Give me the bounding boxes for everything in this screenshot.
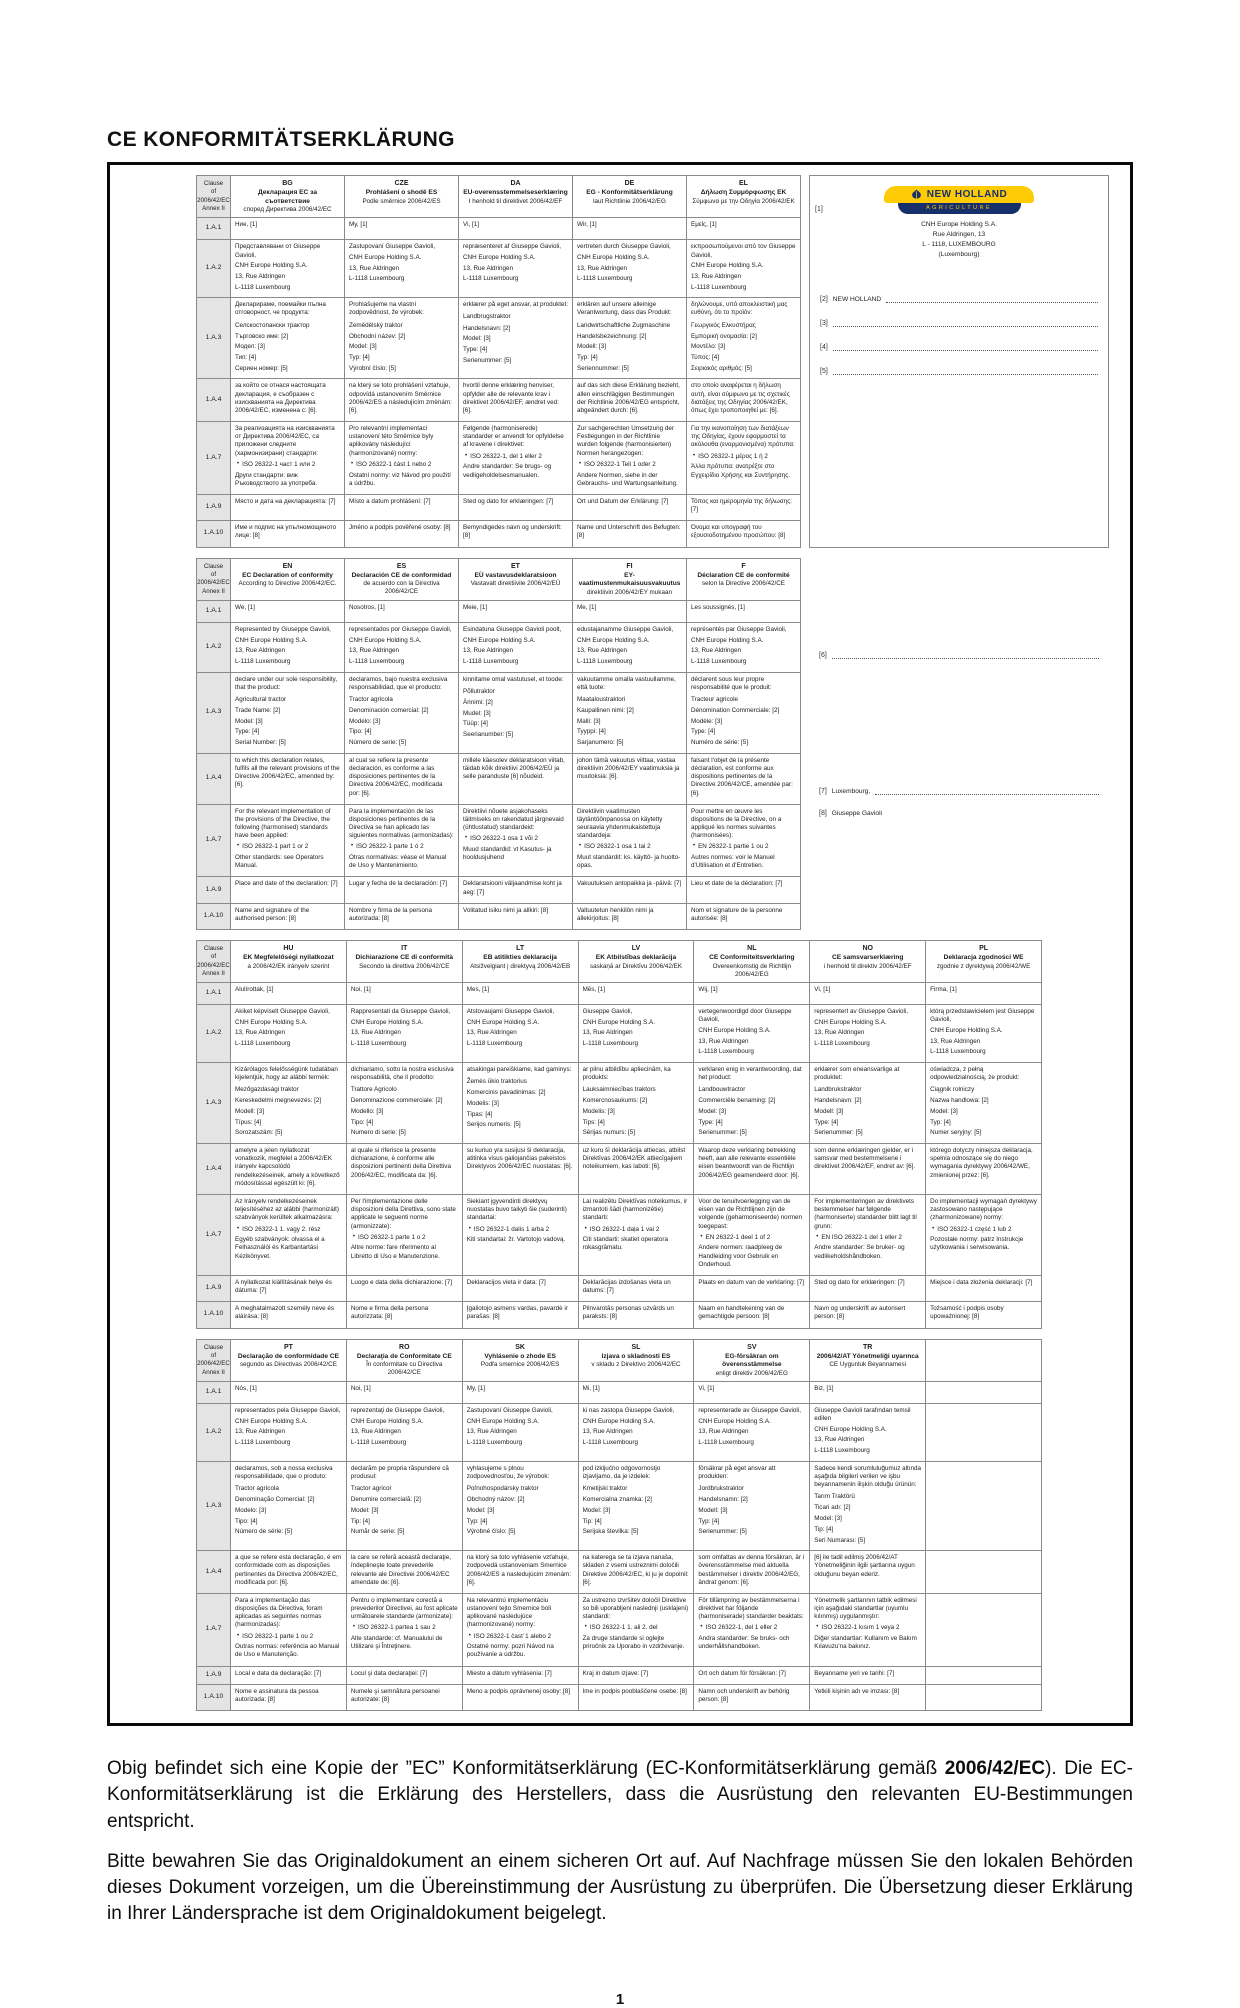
clause-label: 1.A.9 bbox=[196, 1666, 230, 1684]
PL-a3-cell: oświadcza, z pełną odpowiedzialnością, że produkt: Ciągnik rolniczy Nazwa handlowa: [2] Model: [3] Typ: [4] Numer seryjny: [5] bbox=[925, 1062, 1041, 1143]
LT-a1-cell: Mes, [1] bbox=[462, 982, 578, 1004]
column-header-TR: TR 2006/42/AT Yönetmeliği uyarınca CE Uygunluk Beyannamesi bbox=[809, 1339, 925, 1381]
ET-a2-cell: Esindatuna Giuseppe Gavioli poolt, CNH Europe Holding S.A. 13, Rue Aldringen L-1118 Luxembourg bbox=[458, 622, 572, 672]
RO-a1-cell: Noi, [1] bbox=[346, 1381, 462, 1403]
HU-a3-cell: Kizárólagos felelősségünk tudatában kijelentjük, hogy az alábbi termék: Mezőgazdasági traktor Kereskedelmi megnevezés: [2] Modell: [3] Típus: [4] Sorozatszám: [5] bbox=[230, 1062, 346, 1143]
clause-label: 1.A.7 bbox=[196, 1593, 230, 1666]
column-header-RO: RO Declaraţia de Conformitate CE În conformitate cu Directiva 2006/42/CE bbox=[346, 1339, 462, 1381]
NL-a2-cell: vertegenwoordigd door Giuseppe Gavioli, CNH Europe Holding S.A. 13, Rue Aldringen L-1118 Luxembourg bbox=[693, 1004, 809, 1062]
clause-label: 1.A.2 bbox=[196, 622, 230, 672]
PT-a7-cell: Para a implementação das disposições da Directiva, foram aplicadas as seguintes normas (harmonizadas): • ISO 26322-1 parte 1 ou 2 Outras normas: referência ao Manual de Uso e Manutenção. bbox=[230, 1593, 346, 1666]
clause-label: 1.A.4 bbox=[196, 1550, 230, 1593]
F-a10-cell: Nom et signature de la personne autorisée: [8] bbox=[686, 903, 800, 929]
TR-a10-cell: Yetkili kişinin adı ve imzası: [8] bbox=[809, 1684, 925, 1710]
document-page bbox=[0, 128, 1240, 2008]
clause-label: 1.A.3 bbox=[196, 1062, 230, 1143]
F-a2-cell: représentés par Giuseppe Gavioli, CNH Europe Holding S.A. 13, Rue Aldringen L-1118 Luxembourg bbox=[686, 622, 800, 672]
blank-cell bbox=[925, 1666, 1041, 1684]
LV-a1-cell: Mēs, [1] bbox=[578, 982, 694, 1004]
standard-bullet: • ISO 26322-1 dalis 1 arba 2 bbox=[468, 1225, 550, 1233]
IT-a7-cell: Per l'implementazione delle disposizioni della Direttiva, sono state applicate le seguenti norme (armonizzate): • ISO 26322-1 parte 1 o 2 Altre norme: fare riferimento al Libretto di Uso e Manutenzione. bbox=[346, 1194, 462, 1275]
BG-a4-cell: за който се отнася настоящата декларация, е съобразен с изискванията на Директива 2006/42/ЕС, изменена с: [6]. bbox=[230, 378, 344, 421]
HU-a2-cell: Akiket képviselt Giuseppe Gavioli, CNH Europe Holding S.A. 13, Rue Aldringen L-1118 Luxembourg bbox=[230, 1004, 346, 1062]
NL-a7-cell: Voor de tenuitvoerlegging van de eisen van de Richtlijnen zijn de volgende (geharmoniseerde) normen toegepast: • EN 26322-1 deel 1 of 2 Andere normen: raadpleeg de Handleiding voor Gebruik en Onderhoud. bbox=[693, 1194, 809, 1275]
EL-a9-cell: Τόπος και ημερομηνία της δήλωσης: [7] bbox=[686, 494, 800, 520]
SV-a3-cell: försäkrar på eget ansvar att produkten: Jordbrukstraktor Handelsnamn: [2] Modell: [3] Typ: [4] Serienummer: [5] bbox=[693, 1461, 809, 1550]
TR-a7-cell: Yönetmelik şartlarının tatbik edilmesi için aşağıdaki standartlar (uyumlu kılınmış) uygulanmıştır: • ISO 26322-1 kısım 1 veya 2 Diğer standartlar: Kullanım ve Bakım Kılavuzu'na bakınız. bbox=[809, 1593, 925, 1666]
leaf-icon bbox=[911, 189, 922, 200]
dotted-line bbox=[886, 294, 1098, 303]
annex-panel-1 bbox=[809, 175, 1109, 548]
column-header-EL: EL Δήλωση Συμμόρφωσης ΕΚ Σύμφωνα με την Οδηγία 2006/42/ΕΚ bbox=[686, 175, 800, 217]
clause-label: 1.A.7 bbox=[196, 1194, 230, 1275]
DA-a9-cell: Sted og dato for erklæringen: [7] bbox=[458, 494, 572, 520]
IT-a10-cell: Nome e firma della persona autorizzata: [8] bbox=[346, 1301, 462, 1327]
IT-a2-cell: Rappresentati da Giuseppe Gavioli, CNH Europe Holding S.A. 13, Rue Aldringen L-1118 Luxembourg bbox=[346, 1004, 462, 1062]
clause-label: 1.A.3 bbox=[196, 297, 230, 378]
NL-a4-cell: Waarop deze verklaring betrekking heeft, aan alle relevante essentiële eisen beantwoordt van de Richtlijn 2006/42/EG geamendeerd door: [6]. bbox=[693, 1143, 809, 1194]
language-grid-2 bbox=[196, 558, 801, 931]
HU-a9-cell: A nyilatkozat kiállításának helye és dátuma: [7] bbox=[230, 1275, 346, 1301]
ET-a7-cell: Direktiivi nõuete asjakohaseks täitmiseks on rakendatud järgnevaid (ühtlustatud) standardeid: • ISO 26322-1 osa 1 või 2 Muud standardid: vt Kasutus- ja hooldusjuhend bbox=[458, 804, 572, 877]
SL-a1-cell: Mi, [1] bbox=[578, 1381, 694, 1403]
clause-label: 1.A.10 bbox=[196, 903, 230, 929]
PL-a4-cell: którego dotyczy niniejsza deklaracja, spełnia odnoszące się do niego wymagania dyrektywy 2006/42/WE, zmienionej przez: [6]. bbox=[925, 1143, 1041, 1194]
clause-label: 1.A.3 bbox=[196, 672, 230, 753]
SL-a4-cell: na katerega se ta izjava nanaša, skladen z vsemi ustreznimi določili Direktive 2006/42/EC, ki ju je dopolnil: [6]. bbox=[578, 1550, 694, 1593]
column-header-CZE: CZE Prohlášení o shodě ES Podle směrnice 2006/42/ES bbox=[344, 175, 458, 217]
SK-a2-cell: Zastupovaní Giuseppe Gavioli, CNH Europe Holding S.A. 13, Rue Aldringen L-1118 Luxembourg bbox=[462, 1403, 578, 1461]
LT-a10-cell: Įgaliotojo asmens vardas, pavardė ir parašas: [8] bbox=[462, 1301, 578, 1327]
FI-a2-cell: edustajanamme Giuseppe Gavioli, CNH Europe Holding S.A. 13, Rue Aldringen L-1118 Luxembourg bbox=[572, 622, 686, 672]
NO-a4-cell: som denne erklæringen gjelder, er i samsvar med bestemmelsene i direktivet 2006/42/EF, endret av: [6]. bbox=[809, 1143, 925, 1194]
LT-a3-cell: atsakingai pareiškiame, kad gaminys: Žemės ūkio traktorius Komercinis pavadinimas: [2] Modelis: [3] Tipas: [4] Serijos numeris: [5] bbox=[462, 1062, 578, 1143]
clause-label: 1.A.9 bbox=[196, 494, 230, 520]
language-grid-3 bbox=[196, 940, 1042, 1328]
field-place-date: [7] Luxembourg, bbox=[819, 786, 1099, 795]
EN-a2-cell: Represented by Giuseppe Gavioli, CNH Europe Holding S.A. 13, Rue Aldringen L-1118 Luxembourg bbox=[230, 622, 344, 672]
ET-a4-cell: millele käesolev deklaratsioon viitab, täidab kõik direktiivi 2006/42/EÜ ja selle paranduste [6] nõudeid. bbox=[458, 753, 572, 804]
EN-a9-cell: Place and date of the declaration: [7] bbox=[230, 876, 344, 902]
dotted-line bbox=[832, 650, 1099, 659]
clause-column-header: Clause of 2006/42/EC Annex II bbox=[196, 1339, 230, 1381]
explanation-text bbox=[107, 1756, 1133, 1927]
F-a1-cell: Les soussignés, [1] bbox=[686, 600, 800, 622]
SK-a10-cell: Meno a podpis oprávnenej osoby: [8] bbox=[462, 1684, 578, 1710]
column-header-ES: ES Declaración CE de conformidad de acuerdo con la Directiva 2006/42/CE bbox=[344, 558, 458, 600]
standard-bullet: • ISO 26322-1 parte 1 o 2 bbox=[352, 1233, 426, 1241]
FI-a3-cell: vakuutamme omalla vastuullamme, että tuote: Maataloustraktori Kaupallinen nimi: [2] Malli: [3] Tyyppi: [4] Sarjanumero: [5] bbox=[572, 672, 686, 753]
language-grid-4 bbox=[196, 1339, 1042, 1712]
CZE-a3-cell: Prohlašujeme na vlastní zodpovědnost, že výrobek: Zemědělský traktor Obchodní název: [2] Model: [3] Typ: [4] Výrobní číslo: [5] bbox=[344, 297, 458, 378]
clause-label: 1.A.10 bbox=[196, 1301, 230, 1327]
DA-a3-cell: erklærer på eget ansvar, at produktet: Landbrugstraktor Handelsnavn: [2] Model: [3] Type: [4] Serienummer: [5] bbox=[458, 297, 572, 378]
ET-a1-cell: Meie, [1] bbox=[458, 600, 572, 622]
brand-wordmark: NEW HOLLAND bbox=[884, 186, 1034, 203]
DE-a3-cell: erklären auf unsere alleinige Verantwortung, dass das Produkt: Landwirtschaftliche Zugmaschine Handelsbezeichnung: [2] Modell: [3] Typ: [4] Seriennummer: [5] bbox=[572, 297, 686, 378]
column-header-HU: HU EK Megfelelőségi nyilatkozat a 2006/42/EK irányelv szerint bbox=[230, 940, 346, 982]
EL-a4-cell: στο οποίο αναφέρεται η δήλωση αυτή, είναι σύμφωνο με τις σχετικές διατάξεις της Οδηγίας 2006/42/ΕΚ, όπως έχει τροποποιηθεί με: [6]. bbox=[686, 378, 800, 421]
column-header-EN: EN EC Declaration of conformity According to Directive 2006/42/EC. bbox=[230, 558, 344, 600]
ES-a7-cell: Para la implementación de las disposiciones pertinentes de la Directiva se han aplicado las siguientes normativas (armonizadas): • ISO 26322-1 parte 1 ó 2 Otras normativas: véase el Manual de Uso y Mantenimiento. bbox=[344, 804, 458, 877]
standard-bullet: • ISO 26322-1 partea 1 sau 2 bbox=[352, 1624, 436, 1632]
clause-label: 1.A.1 bbox=[196, 982, 230, 1004]
table-group-4 bbox=[196, 1339, 1122, 1712]
standard-bullet: • ISO 26322-1 kısım 1 veya 2 bbox=[816, 1624, 900, 1632]
ES-a10-cell: Nombre y firma de la persona autorizada: [8] bbox=[344, 903, 458, 929]
panel-spacer bbox=[819, 659, 1099, 771]
clause-label: 1.A.1 bbox=[196, 217, 230, 239]
LV-a2-cell: Giuseppe Gavioli, CNH Europe Holding S.A. 13, Rue Aldringen L-1118 Luxembourg bbox=[578, 1004, 694, 1062]
F-a3-cell: déclarent sous leur propre responsabilité que le produit: Tracteur agricole Dénomination Commerciale: [2] Modèle: [3] Type: [4] Numéro de série: [5] bbox=[686, 672, 800, 753]
LV-a10-cell: Pilnvarotās personas uzvārds un paraksts: [8] bbox=[578, 1301, 694, 1327]
LT-a9-cell: Deklaracijos vieta ir data: [7] bbox=[462, 1275, 578, 1301]
LV-a9-cell: Deklarācijas izdošanas vieta un datums: [7] bbox=[578, 1275, 694, 1301]
language-grid-1 bbox=[196, 175, 801, 548]
clause-label: 1.A.1 bbox=[196, 1381, 230, 1403]
brand-division: AGRICULTURE bbox=[898, 203, 1021, 214]
BG-a3-cell: Декларираме, поемайки пълна отговорност, че продукта: Селскостопански трактор Търговско име: [2] Модел: [3] Тип: [4] Сериен номер: [5] bbox=[230, 297, 344, 378]
clause-label: 1.A.7 bbox=[196, 804, 230, 877]
standard-bullet: • ISO 26322-1 Teil 1 oder 2 bbox=[579, 460, 656, 468]
column-header-IT: IT Dichiarazione CE di conformità Secondo la direttiva 2006/42/CE bbox=[346, 940, 462, 982]
BG-a1-cell: Ние, [1] bbox=[230, 217, 344, 239]
LT-a2-cell: Atstovaujami Giuseppe Gavioli, CNH Europe Holding S.A. 13, Rue Aldringen L-1118 Luxembourg bbox=[462, 1004, 578, 1062]
standard-bullet: • ISO 26322-1 osa 1 või 2 bbox=[465, 835, 539, 843]
clause-label: 1.A.9 bbox=[196, 876, 230, 902]
new-holland-logo bbox=[884, 186, 1034, 214]
NO-a9-cell: Sted og dato for erklæringen: [7] bbox=[809, 1275, 925, 1301]
PL-a10-cell: Tożsamość i podpis osoby upoważnionej: [8] bbox=[925, 1301, 1041, 1327]
column-header-LV: LV EK Atbilstības deklarācija saskaņā ar Direktīvu 2006/42/EK bbox=[578, 940, 694, 982]
NL-a3-cell: verklaren enig in verantwoording, dat het product: Landbouwtractor Commerciële benaming: [2] Model: [3] Type: [4] Serienummer: [5] bbox=[693, 1062, 809, 1143]
DE-a1-cell: Wir, [1] bbox=[572, 217, 686, 239]
field-trade-name: [2] NEW HOLLAND bbox=[820, 294, 1098, 303]
SK-a9-cell: Miesto a dátum vyhlásenia: [7] bbox=[462, 1666, 578, 1684]
column-header-SL: SL Izjava o skladnosti ES v skladu z Direktivo 2006/42/EC bbox=[578, 1339, 694, 1381]
ES-a2-cell: representados por Giuseppe Gavioli, CNH Europe Holding S.A. 13, Rue Aldringen L-1118 Luxembourg bbox=[344, 622, 458, 672]
EL-a2-cell: εκπροσωπούμενοι από τον Giuseppe Gavioli, CNH Europe Holding S.A. 13, Rue Aldringen L-1118 Luxembourg bbox=[686, 239, 800, 297]
PT-a1-cell: Nós, [1] bbox=[230, 1381, 346, 1403]
column-header-FI: FI EY-vaatimustenmukaisuusvakuutus direktiivin 2006/42/EY mukaan bbox=[572, 558, 686, 600]
DA-a2-cell: repræsenteret af Giuseppe Gavioli, CNH Europe Holding S.A. 13, Rue Aldringen L-1118 Luxembourg bbox=[458, 239, 572, 297]
HU-a7-cell: Az Irányelv rendelkezéseinek teljesítéséhez az alábbi (harmonizált) szabványok kerültek alkalmazásra: • ISO 26322-1 1. vagy 2. rész Egyéb szabványok: olvassa el a Felhasználói és Karbantartási Kézikönyvet. bbox=[230, 1194, 346, 1275]
TR-a3-cell: Sadece kendi sorumluluğumuz altında aşağıda bilgileri verilen ve işbu beyannamenin ilişkin olduğu ürünün: Tarım Traktörü Ticari adı: [2] Model: [3] Tip: [4] Seri Numarası: [5] bbox=[809, 1461, 925, 1550]
clause-label: 1.A.2 bbox=[196, 239, 230, 297]
standard-bullet: • EN ISO 26322-1 del 1 eller 2 bbox=[816, 1233, 902, 1241]
PT-a10-cell: Nome e assinatura da pessoa autorizada: [8] bbox=[230, 1684, 346, 1710]
EN-a4-cell: to which this declaration relates, fulfils all the relevant provisions of the Directive 2006/42/EC, amended by: [6]. bbox=[230, 753, 344, 804]
PT-a3-cell: declaramos, sob a nossa exclusiva responsabilidade, que o produto: Tractor agrícola Denominação Comercial: [2] Modelo: [3] Tipo: [4] Número de série: [5] bbox=[230, 1461, 346, 1550]
HU-a1-cell: Alulírottak, [1] bbox=[230, 982, 346, 1004]
PT-a2-cell: representados pela Giuseppe Gavioli, CNH Europe Holding S.A. 13, Rue Aldringen L-1118 Luxembourg bbox=[230, 1403, 346, 1461]
column-header-BG: BG Декларация ЕС за съответствие според Директива 2006/42/ЕС bbox=[230, 175, 344, 217]
clause-label: 1.A.2 bbox=[196, 1004, 230, 1062]
PT-a9-cell: Local e data da declaração: [7] bbox=[230, 1666, 346, 1684]
HU-a10-cell: A meghatalmazott személy neve és aláírása: [8] bbox=[230, 1301, 346, 1327]
CZE-a9-cell: Místo a datum prohlášení: [7] bbox=[344, 494, 458, 520]
F-a4-cell: faisant l'objet de la présente déclaration, est conforme aux dispositions pertinentes de la Directive 2006/42/CE, amendée par: [6]. bbox=[686, 753, 800, 804]
column-header-SV: SV EG-försäkran om överensstämmelse enligt direktiv 2006/42/EG bbox=[693, 1339, 809, 1381]
EL-a1-cell: Εμείς, [1] bbox=[686, 217, 800, 239]
SL-a2-cell: ki nas zastopa Giuseppe Gavioli, CNH Europe Holding S.A. 13, Rue Aldringen L-1118 Luxembourg bbox=[578, 1403, 694, 1461]
clause-column-header: Clause of 2006/42/EC Annex II bbox=[196, 175, 230, 217]
SK-a4-cell: na ktorý sa toto vyhlásenie vzťahuje, zodpovedá ustanoveniam Smernice 2006/42/ES a nasledujúcim zmenám: [6]. bbox=[462, 1550, 578, 1593]
LV-a3-cell: ar pilnu atbildību apliecinām, ka produkts: Lauksaimniecības traktors Komercnosaukums: [2] Modelis: [3] Tips: [4] Sērijas numurs: [5] bbox=[578, 1062, 694, 1143]
standard-bullet: • ISO 26322-1 1. ali 2. del bbox=[584, 1624, 658, 1632]
BG-a7-cell: За реализацията на изискванията от Директива 2006/42/ЕС, са приложени следните (хармонизирани) стандарти: • ISO 26322-1 част 1 или 2 Други стандарти: виж Ръководството за употреба. bbox=[230, 421, 344, 494]
LT-a4-cell: su kuriuo yra susijusi ši deklaracija, atitinka visus galiojančias pakeistos Direktyvos 2006/42/EC nuostatas: [6]. bbox=[462, 1143, 578, 1194]
standard-bullet: • ISO 26322-1 część 1 lub 2 bbox=[932, 1225, 1012, 1233]
clause-label: 1.A.9 bbox=[196, 1275, 230, 1301]
ES-a1-cell: Nosotros, [1] bbox=[344, 600, 458, 622]
field-authorised-person: [8] Giuseppe Gavioli bbox=[819, 809, 883, 817]
NL-a9-cell: Plaats en datum van de verklaring: [7] bbox=[693, 1275, 809, 1301]
blank-cell bbox=[925, 1381, 1041, 1403]
annex-panel-2 bbox=[809, 558, 1109, 931]
standard-bullet: • ISO 26322-1 parte 1 ou 2 bbox=[237, 1632, 314, 1640]
clause-label: 1.A.3 bbox=[196, 1461, 230, 1550]
dotted-line bbox=[875, 786, 1099, 795]
RO-a2-cell: reprezentaţi de Giuseppe Gavioli, CNH Europe Holding S.A. 13, Rue Aldringen L-1118 Luxembourg bbox=[346, 1403, 462, 1461]
CZE-a4-cell: na který se toto prohlášení vztahuje, odpovídá ustanovením Směrnice 2006/42/ES a následujícím změnám: [6]. bbox=[344, 378, 458, 421]
blank-cell bbox=[925, 1550, 1041, 1593]
ref-1: [1] bbox=[815, 206, 823, 213]
TR-a1-cell: Biz, [1] bbox=[809, 1381, 925, 1403]
ET-a3-cell: kinnitame omal vastutusel, et toode: Põllutraktor Ärinimi: [2] Mudel: [3] Tüüp: [4] Seerianumber: [5] bbox=[458, 672, 572, 753]
RO-a9-cell: Locul şi data declaraţiei: [7] bbox=[346, 1666, 462, 1684]
clause-label: 1.A.4 bbox=[196, 1143, 230, 1194]
SK-a7-cell: Na relevantnú implementáciu ustanovení tejto Smernice boli aplikované nasledujúce (harmonizované) normy: • ISO 26322-1 časť 1 alebo 2 Ostatné normy: pozri Návod na používanie a údržbu. bbox=[462, 1593, 578, 1666]
table-group-3 bbox=[196, 940, 1122, 1328]
table-group-1 bbox=[196, 175, 1122, 548]
standard-bullet: • ISO 26322-1 част 1 или 2 bbox=[237, 460, 316, 468]
F-a9-cell: Lieu et date de la déclaration: [7] bbox=[686, 876, 800, 902]
CZE-a10-cell: Jméno a podpis pověřené osoby: [8] bbox=[344, 520, 458, 546]
column-header-PT: PT Declaração de conformidade CE segundo as Directivas 2006/42/CE bbox=[230, 1339, 346, 1381]
LT-a7-cell: Siekiant įgyvendinti direktyvų nuostatas buvo taikyti šie (suderinti) standartai: • ISO 26322-1 dalis 1 arba 2 Kiti standartai: žr. Vartotojo vadovą. bbox=[462, 1194, 578, 1275]
field-model: [3] bbox=[820, 318, 1098, 327]
FI-a7-cell: Direktiivin vaatimusten täytäntöönpanossa on käytetty seuraavia yhdenmukaistettuja standardeja: • ISO 26322-1 osa 1 tai 2 Muut standardit: ks. käyttö- ja huolto-opas. bbox=[572, 804, 686, 877]
column-header-LT: LT EB atitikties deklaracija Atsižvelgiant į direktyvą 2006/42/EB bbox=[462, 940, 578, 982]
NO-a7-cell: For implementeringen av direktivets bestemmelser har følgende (harmoniserte) standarder blitt lagt til grunn: • EN ISO 26322-1 del 1 eller 2 Andre standarder: Se bruker- og vedlikeholdshåndboken. bbox=[809, 1194, 925, 1275]
column-header-SK: SK Vyhlásenie o zhode ES Podľa smernice 2006/42/ES bbox=[462, 1339, 578, 1381]
page-title: CE KONFORMITÄTSERKLÄRUNG bbox=[107, 128, 455, 151]
dotted-line bbox=[833, 318, 1098, 327]
PL-a9-cell: Miejsce i data złożenia deklaracji: [7] bbox=[925, 1275, 1041, 1301]
standard-bullet: • ISO 26322-1 part 1 or 2 bbox=[237, 843, 309, 851]
standard-bullet: • EN 26322-1 deel 1 of 2 bbox=[700, 1233, 771, 1241]
column-header-F: F Déclaration CE de conformité selon la Directive 2006/42/CE bbox=[686, 558, 800, 600]
column-header-NL: NL CE Conformiteitsverklaring Overeenkomstig de Richtlijn 2006/42/EG bbox=[693, 940, 809, 982]
SV-a9-cell: Ort och datum för försäkran: [7] bbox=[693, 1666, 809, 1684]
IT-a3-cell: dichiariamo, sotto la nostra esclusiva responsabilità, che il prodotto: Trattore Agricolo Denominazione commerciale: [2] Modello: [3] Tipo: [4] Numero di serie: [5] bbox=[346, 1062, 462, 1143]
PT-a4-cell: a que se refere esta declaração, é em conformidade com as disposições pertinentes da Directiva 2006/42/EC, modificada por: [6]. bbox=[230, 1550, 346, 1593]
standard-bullet: • EN 26322-1 partie 1 ou 2 bbox=[693, 843, 769, 851]
BG-a2-cell: Представлявани от Giuseppe Gavioli, CNH Europe Holding S.A. 13, Rue Aldringen L-1118 Luxembourg bbox=[230, 239, 344, 297]
manufacturer-address: CNH Europe Holding S.A. Rue Aldringen, 13 L - 1118, LUXEMBOURG (Luxembourg) bbox=[921, 221, 997, 258]
DE-a2-cell: vertreten durch Giuseppe Gavioli, CNH Europe Holding S.A. 13, Rue Aldringen L-1118 Luxembourg bbox=[572, 239, 686, 297]
FI-a10-cell: Valtuutetun henkilön nimi ja allekirjoitus: [8] bbox=[572, 903, 686, 929]
CZE-a7-cell: Pro relevantní implementaci ustanovení této Směrnice byly aplikovány následující (harmonizované) normy: • ISO 26322-1 část 1 nebo 2 Ostatní normy: viz Návod pro použití a údržbu. bbox=[344, 421, 458, 494]
standard-bullet: • ISO 26322-1 časť 1 alebo 2 bbox=[468, 1632, 552, 1640]
paragraph-2: Bitte bewahren Sie das Originaldokument an einem sicheren Ort auf. Auf Nachfrage müssen Sie den lokalen Behörden dieses Dokument vorzeigen, um die Übereinstimmung der Ausrüstung zu überprüfen. Die Übersetzung dieser Erklärung in Ihrer Ländersprache ist dem Originaldokument beigelegt. bbox=[107, 1850, 1133, 1925]
SK-a1-cell: My, [1] bbox=[462, 1381, 578, 1403]
TR-a4-cell: [6] ile tadil edilmiş 2006/42/AT Yönetmeliğinin ilgili şartlarına uygun olduğunu beyan ederiz. bbox=[809, 1550, 925, 1593]
SV-a2-cell: representerade av Giuseppe Gavioli, CNH Europe Holding S.A. 13, Rue Aldringen L-1118 Luxembourg bbox=[693, 1403, 809, 1461]
DE-a4-cell: auf das sich diese Erklärung bezieht, allen einschlägigen Bestimmungen der Richtlinie 2006/42/EG entspricht, abgeändert durch: [6]. bbox=[572, 378, 686, 421]
LV-a4-cell: uz kuru šī deklarācija attiecas, atbilst Direktīvas 2006/42/EK attiecīgajiem noteikumiem, kas laboti: [6]. bbox=[578, 1143, 694, 1194]
blank-cell bbox=[925, 1684, 1041, 1710]
SL-a3-cell: pod izključno odgovornostjo izjavljamo, da je izdelek: Kmetijski traktor Komercialna znamka: [2] Model: [3] Tip: [4] Serijska številka: [5] bbox=[578, 1461, 694, 1550]
table-group-2 bbox=[196, 558, 1122, 931]
SV-a7-cell: För tillämpning av bestämmelserna i direktivet har följande (harmoniserade) standarder beaktats: • ISO 26322-1, del 1 eller 2 Andra standarder: Se bruks- och underhållshandboken. bbox=[693, 1593, 809, 1666]
EN-a7-cell: For the relevant implementation of the provisions of the Directive, the following (harmonised) standards have been applied: • ISO 26322-1 part 1 or 2 Other standards: see Operators Manual. bbox=[230, 804, 344, 877]
DA-a1-cell: Vi, [1] bbox=[458, 217, 572, 239]
FI-a1-cell: Me, [1] bbox=[572, 600, 686, 622]
ES-a9-cell: Lugar y fecha de la declaración: [7] bbox=[344, 876, 458, 902]
EN-a3-cell: declare under our sole responsibility, that the product: Agricultural tractor Trade Name: [2] Model: [3] Type: [4] Serial Number: [5] bbox=[230, 672, 344, 753]
standard-bullet: • ISO 26322-1 μέρος 1 ή 2 bbox=[693, 452, 768, 460]
NO-a10-cell: Navn og underskrift av autorisert person: [8] bbox=[809, 1301, 925, 1327]
blank-cell bbox=[925, 1461, 1041, 1550]
clause-label: 1.A.10 bbox=[196, 1684, 230, 1710]
column-header-PL: PL Deklaracja zgodności WE zgodnie z dyrektywą 2006/42/WE bbox=[925, 940, 1041, 982]
EL-a10-cell: Όνομα και υπογραφή του εξουσιοδοτημένου προσώπου: [8] bbox=[686, 520, 800, 546]
field-type: [4] bbox=[820, 342, 1098, 351]
RO-a10-cell: Numele şi semnătura persoanei autorizate: [8] bbox=[346, 1684, 462, 1710]
clause-label: 1.A.4 bbox=[196, 753, 230, 804]
PL-a7-cell: Do implementacji wymagań dyrektywy zastosowano następujące (zharmonizowane) normy: • ISO 26322-1 część 1 lub 2 Pozostałe normy: patrz Instrukcje użytkowania i serwisowania. bbox=[925, 1194, 1041, 1275]
FI-a9-cell: Vakuutuksen antopaikka ja -päivä: [7] bbox=[572, 876, 686, 902]
CZE-a2-cell: Zastupovaní Giuseppe Gavioli, CNH Europe Holding S.A. 13, Rue Aldringen L-1118 Luxembourg bbox=[344, 239, 458, 297]
ES-a3-cell: declaramos, bajo nuestra exclusiva responsabilidad, que el producto: Tractor agrícola Denominación comercial: [2] Modelo: [3] Tipo: [4] Número de serie: [5] bbox=[344, 672, 458, 753]
NO-a2-cell: representert av Giuseppe Gavioli, CNH Europe Holding S.A. 13, Rue Aldringen L-1118 Luxembourg bbox=[809, 1004, 925, 1062]
DA-a10-cell: Bemyndigedes navn og underskrift: [8] bbox=[458, 520, 572, 546]
DA-a7-cell: Følgende (harmoniserede) standarder er anvendt for opfyldelse af kravene i direktivet: • ISO 26322-1, del 1 eller 2 Andre standarder: Se brugs- og vedligeholdelsesmanualen. bbox=[458, 421, 572, 494]
DA-a4-cell: hvortil denne erklæring henviser, opfylder alle de relevante krav i direktivet 2006/42/EF, ændret ved: [6]. bbox=[458, 378, 572, 421]
DE-a10-cell: Name und Unterschrift des Befugten: [8] bbox=[572, 520, 686, 546]
clause-label: 1.A.2 bbox=[196, 1403, 230, 1461]
TR-a9-cell: Beyanname yeri ve tarihi: [7] bbox=[809, 1666, 925, 1684]
page-number: 1 bbox=[615, 1991, 625, 2008]
DE-a7-cell: Zur sachgerechten Umsetzung der Festlegungen in der Richtlinie wurden folgende (harmonisierten) Normen herangezogen: • ISO 26322-1 Teil 1 oder 2 Andere Normen, siehe in der Gebrauchs- und Wartungsanleitung. bbox=[572, 421, 686, 494]
blank-column-header bbox=[925, 1339, 1041, 1381]
ET-a9-cell: Deklaratsiooni väljaandmise koht ja aeg: [7] bbox=[458, 876, 572, 902]
blank-cell bbox=[925, 1593, 1041, 1666]
EN-a10-cell: Name and signature of the authorised person: [8] bbox=[230, 903, 344, 929]
column-header-DA: DA EU-overensstemmelseserklæring I henhold til direktivet 2006/42/EF bbox=[458, 175, 572, 217]
NO-a1-cell: Vi, [1] bbox=[809, 982, 925, 1004]
SL-a7-cell: Za ustrezno izvršitev določil Direktive so bili uporabljeni naslednji (usklajeni) standardi: • ISO 26322-1 1. ali 2. del Za druge standarde si oglejte priročnik za Uporabo in vzdrževanje. bbox=[578, 1593, 694, 1666]
dotted-line bbox=[833, 366, 1098, 375]
paragraph-1: Obig befindet sich eine Kopie der ”EC” Konformitätserklärung (EC-Konformitätserklärung gemäß 2006/42/EC). Die EC-Konformitätserklärung ist die Erklärung des Herstellers, dass die Ausrüstung den relevanten EU-Bestimmungen entspricht. bbox=[107, 1758, 1133, 1832]
clause-column-header: Clause of 2006/42/EC Annex II bbox=[196, 558, 230, 600]
clause-label: 1.A.4 bbox=[196, 378, 230, 421]
clause-label: 1.A.7 bbox=[196, 421, 230, 494]
F-a7-cell: Pour mettre en œuvre les dispositions de la Directive, on a appliqué les normes suivantes (harmonisées): • EN 26322-1 partie 1 ou 2 Autres normes: voir le Manuel d'Utilisation et d'Entretien. bbox=[686, 804, 800, 877]
standard-bullet: • ISO 26322-1, del 1 eller 2 bbox=[465, 452, 542, 460]
FI-a4-cell: johon tämä vakuutus viittaa, vastaa direktiivin 2006/42/EY vaatimuksia ja muutoksia: [6]. bbox=[572, 753, 686, 804]
clause-label: 1.A.1 bbox=[196, 600, 230, 622]
column-header-NO: NO CE samsvarserklæring i henhold til direktiv 2006/42/EF bbox=[809, 940, 925, 982]
column-header-ET: ET EÜ vastavusdeklaratsioon Vastavalt direktiivile 2006/42/EÜ bbox=[458, 558, 572, 600]
SL-a9-cell: Kraj in datum izjave: [7] bbox=[578, 1666, 694, 1684]
NL-a1-cell: Wij, [1] bbox=[693, 982, 809, 1004]
BG-a9-cell: Място и дата на декларацията: [7] bbox=[230, 494, 344, 520]
field-serial-number: [5] bbox=[820, 366, 1098, 375]
RO-a4-cell: la care se referă această declaraţie, îndeplineşte toate prevederile relevante ale Directivei 2006/42/EC amendate de: [6]. bbox=[346, 1550, 462, 1593]
SV-a10-cell: Namn och underskrift av behörig person: [8] bbox=[693, 1684, 809, 1710]
ES-a4-cell: al cual se refiere la presente declaración, es conforme a las disposiciones pertinentes de la Directiva 2006/42/EC, modificada por: [6]. bbox=[344, 753, 458, 804]
SL-a10-cell: Ime in podpis pooblaščene osebe: [8] bbox=[578, 1684, 694, 1710]
standard-bullet: • ISO 26322-1 parte 1 ó 2 bbox=[351, 843, 424, 851]
EN-a1-cell: We, [1] bbox=[230, 600, 344, 622]
BG-a10-cell: Име и подпис на упълномощеното лице: [8] bbox=[230, 520, 344, 546]
RO-a3-cell: declarăm pe propria răspundere că produsul: Tractor agricol Denumire comercială: [2] Model: [3] Tip: [4] Număr de serie: [5] bbox=[346, 1461, 462, 1550]
IT-a9-cell: Luogo e data della dichiarazione: [7] bbox=[346, 1275, 462, 1301]
DE-a9-cell: Ort und Datum der Erklärung: [7] bbox=[572, 494, 686, 520]
TR-a2-cell: Giuseppe Gavioli tarafından temsil edilen CNH Europe Holding S.A. 13, Rue Aldringen L-1118 Luxembourg bbox=[809, 1403, 925, 1461]
clause-column-header: Clause of 2006/42/EC Annex II bbox=[196, 940, 230, 982]
standard-bullet: • ISO 26322-1 část 1 nebo 2 bbox=[351, 460, 432, 468]
clause-label: 1.A.10 bbox=[196, 520, 230, 546]
HU-a4-cell: amelyre a jelen nyilatkozat vonatkozik, megfelel a 2006/42/EK irányelv kapcsolódó rendelkezéseinek, amely a következő módosítással egészült ki: [6]. bbox=[230, 1143, 346, 1194]
NL-a10-cell: Naam en handtekening van de gemachtigde persoon: [8] bbox=[693, 1301, 809, 1327]
PL-a1-cell: Firma, [1] bbox=[925, 982, 1041, 1004]
EL-a7-cell: Για την ικανοποίηση των διατάξεων της Οδηγίας, έχουν εφαρμοστεί τα ακόλουθα (εναρμονισμένα) πρότυπα: • ISO 26322-1 μέρος 1 ή 2 Άλλα πρότυπα: ανατρέξτε στο Εγχειρίδιο Χρήσης και Συντήρησης. bbox=[686, 421, 800, 494]
column-header-DE: DE EG - Konformitätserklärung laut Richtlinie 2006/42/EG bbox=[572, 175, 686, 217]
blank-cell bbox=[925, 1403, 1041, 1461]
standard-bullet: • ISO 26322-1, del 1 eller 2 bbox=[700, 1624, 778, 1632]
field-amendments: [6] bbox=[819, 650, 1099, 659]
SV-a1-cell: Vi, [1] bbox=[693, 1381, 809, 1403]
standard-bullet: • ISO 26322-1 osa 1 tai 2 bbox=[579, 843, 651, 851]
ET-a10-cell: Volitatud isiku nimi ja allkiri: [8] bbox=[458, 903, 572, 929]
IT-a1-cell: Noi, [1] bbox=[346, 982, 462, 1004]
SK-a3-cell: vyhlasujeme s plnou zodpovednosťou, že výrobok: Poľnohospodársky traktor Obchodný názov: [2] Model: [3] Typ: [4] Výrobné číslo: [5] bbox=[462, 1461, 578, 1550]
declaration-table-frame bbox=[107, 162, 1133, 1726]
CZE-a1-cell: My, [1] bbox=[344, 217, 458, 239]
PL-a2-cell: którą przedstawicielem jest Giuseppe Gavioli, CNH Europe Holding S.A. 13, Rue Aldringen L-1118 Luxembourg bbox=[925, 1004, 1041, 1062]
NO-a3-cell: erklærer som eneansvarlige at produktet: Landbrukstraktor Handelsnavn: [2] Modell: [3] Type: [4] Serienummer: [5] bbox=[809, 1062, 925, 1143]
SV-a4-cell: som omfattas av denna försäkran, är i överensstämmelse med aktuella bestämmelser i direktiv 2006/42/EG, ändrat genom: [6]. bbox=[693, 1550, 809, 1593]
RO-a7-cell: Pentru o implementare corectă a prevederilor Directivei, au fost aplicate următoarele standarde (armonizate): • ISO 26322-1 partea 1 sau 2 Alte standarde: cf. Manualului de Utilizare şi Întreţinere. bbox=[346, 1593, 462, 1666]
EL-a3-cell: δηλώνουμε, υπό αποκλειστική μας ευθύνη, ότι το προϊόν: Γεωργικός Ελκυστήρας Εμπορική ονομασία: [2] Μοντέλο: [3] Τύπος: [4] Σειριακός αριθμός: [5] bbox=[686, 297, 800, 378]
standard-bullet: • ISO 26322-1 1. vagy 2. rész bbox=[237, 1225, 321, 1233]
LV-a7-cell: Lai realizētu Direktīvas noteikumus, ir izmantoti šādi (harmonizētie) standarti: • ISO 26322-1 daļa 1 vai 2 Citi standarti: skatiet operatora rokasgrāmatu. bbox=[578, 1194, 694, 1275]
declaration-fill-fields bbox=[820, 294, 1098, 375]
dotted-line bbox=[833, 342, 1098, 351]
standard-bullet: • ISO 26322-1 daļa 1 vai 2 bbox=[584, 1225, 660, 1233]
IT-a4-cell: al quale si riferisce la presente dichiarazione, è conforme alle disposizioni pertinenti della Direttiva 2006/42/EC, modificata da: [6]. bbox=[346, 1143, 462, 1194]
